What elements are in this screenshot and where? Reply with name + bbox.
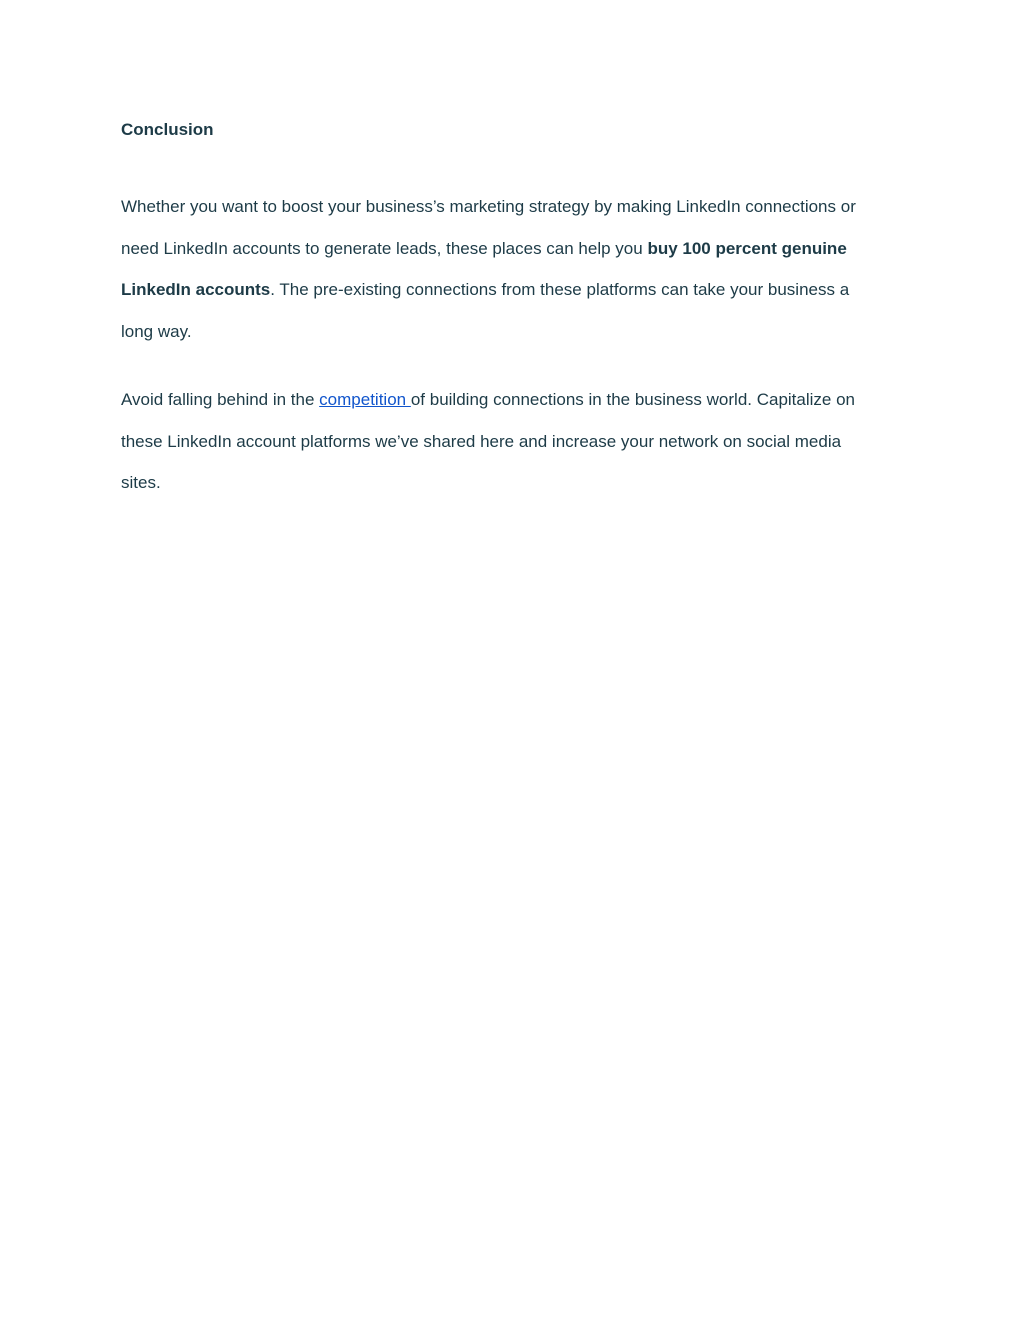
paragraph-text: Avoid falling behind in the [121,390,320,409]
paragraph-conclusion [121,186,896,352]
document-body [121,118,896,531]
paragraph-line: long way. [121,321,192,341]
paragraph-text: . The pre-existing connections from these platforms can take your business a [270,280,850,299]
paragraph-line [121,379,896,421]
paragraph-competition [121,379,896,504]
bold-phrase: buy 100 percent genuine [647,238,847,258]
paragraph-line: Whether you want to boost your business’s marketing strategy by making LinkedIn connections or [121,197,856,216]
paragraph-line: these LinkedIn account platforms we’ve shared here and increase your network on social media [121,431,842,451]
competition-link[interactable]: competition [319,390,411,409]
bold-phrase: LinkedIn accounts [121,280,271,299]
paragraph-line [121,228,896,270]
section-heading: Conclusion [121,120,214,139]
paragraph-line: sites. [121,473,161,492]
paragraph-text: need LinkedIn accounts to generate leads, these places can help you [121,238,648,258]
paragraph-line [121,269,896,311]
paragraph-text: of building connections in the business world. Capitalize on [410,390,856,409]
